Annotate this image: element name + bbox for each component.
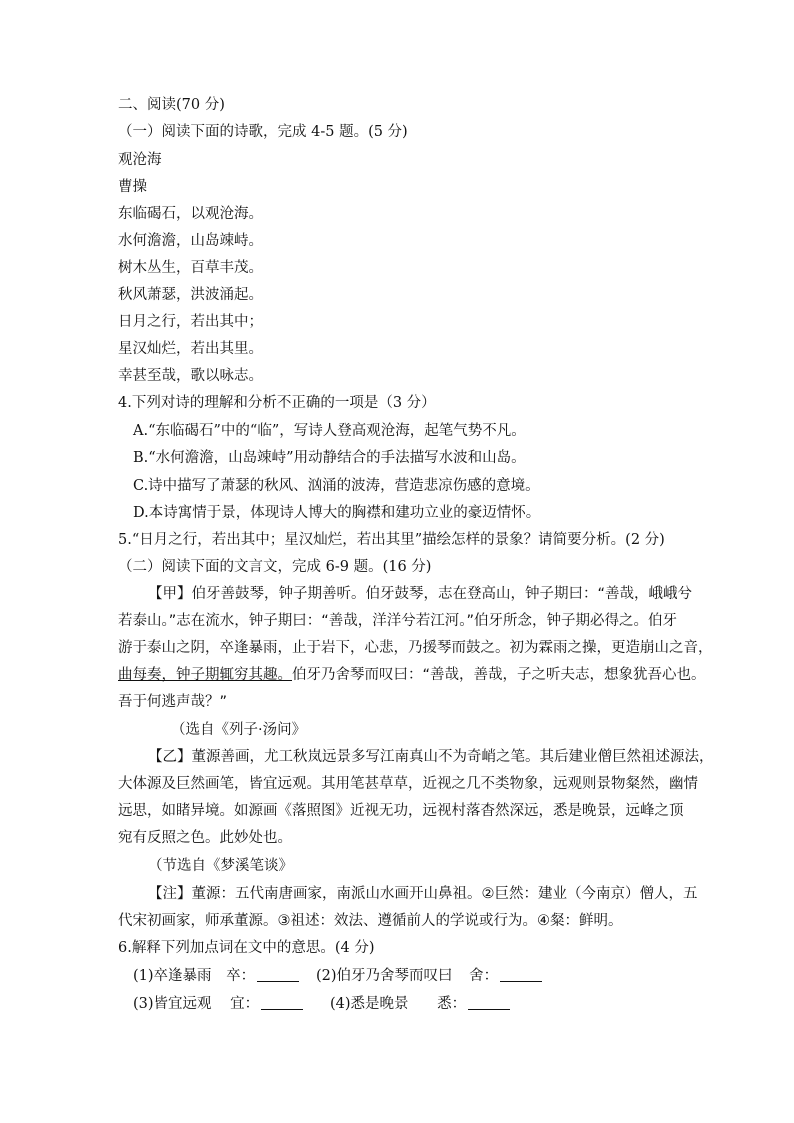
part2-instruction: （二）阅读下面的文言文，完成 6-9 题。(16 分)	[118, 559, 432, 575]
poem-line: 秋风萧瑟，洪波涌起。	[118, 287, 263, 303]
jia-line-4-rest: 伯牙乃舍琴而叹曰：“善哉，善哉，子之听夫志，想象犹吾心也。	[292, 667, 706, 683]
answer-blank[interactable]	[257, 967, 299, 982]
q6-item-word: 卒：	[226, 968, 256, 984]
yi-source: （节选自《梦溪笔谈》	[148, 858, 293, 874]
yi-line: 【乙】董源善画，尤工秋岚远景多写江南真山不为奇峭之笔。其后建业僧巨然祖述源法，	[148, 749, 714, 765]
poem-line: 幸甚至哉，歌以咏志。	[118, 368, 263, 384]
q5-stem: 5.“日月之行，若出其中；星汉灿烂，若出其里”描绘怎样的景象？请简要分析。(2 分)	[118, 532, 665, 548]
q4-option-c: C.诗中描写了萧瑟的秋风、汹涌的波涛，营造悲凉伤感的意境。	[133, 478, 540, 494]
jia-line: 吾于何逃声哉？”	[118, 694, 228, 710]
q4-option-d: D.本诗寓情于景，体现诗人博大的胸襟和建功立业的豪迈情怀。	[133, 505, 541, 521]
q6-item	[316, 966, 542, 986]
note-line: 【注】董源：五代南唐画家，南派山水画开山鼻祖。②巨然：建业（今南京）僧人，五	[148, 886, 698, 902]
poem-title: 观沧海	[118, 152, 162, 168]
underlined-sentence: 曲每奏，钟子期辄穷其趣。	[118, 667, 292, 683]
part1-instruction: （一）阅读下面的诗歌，完成 4-5 题。(5 分)	[118, 124, 408, 140]
answer-blank[interactable]	[468, 995, 510, 1010]
q6-item	[133, 966, 299, 986]
jia-line: 若泰山。”志在流水，钟子期曰：“善哉，洋洋兮若江河。”伯牙所念，钟子期必得之。伯牙	[118, 613, 678, 629]
yi-line: 宛有反照之色。此妙处也。	[118, 830, 292, 846]
q6-item-text: (3)皆宜远观	[133, 996, 212, 1012]
poem-line: 东临碣石，以观沧海。	[118, 206, 263, 222]
q6-item-text: (4)悉是晚景	[330, 996, 409, 1012]
q6-item	[330, 994, 510, 1014]
q6-item-word: 舍：	[469, 968, 499, 984]
jia-line-4	[118, 665, 706, 685]
q6-item	[133, 994, 303, 1014]
q6-item-text: (2)伯牙乃舍琴而叹曰	[316, 968, 453, 984]
q6-item-word: 宜：	[230, 996, 260, 1012]
note-line: 代宋初画家，师承董源。③祖述：效法、遵循前人的学说或行为。④粲：鲜明。	[118, 913, 623, 929]
poem-line: 水何澹澹，山岛竦峙。	[118, 233, 263, 249]
poem-line: 树木丛生，百草丰茂。	[118, 260, 263, 276]
poem-line: 日月之行，若出其中；	[118, 314, 263, 330]
poem-author: 曹操	[118, 179, 147, 195]
poem-line: 星汉灿烂，若出其里。	[118, 341, 263, 357]
section-title: 二、阅读(70 分)	[118, 97, 225, 113]
answer-blank[interactable]	[500, 967, 542, 982]
jia-source: （选自《列子·汤问》	[171, 722, 307, 738]
q6-stem: 6.解释下列加点词在文中的意思。(4 分)	[118, 940, 375, 956]
q4-option-b: B.“水何澹澹，山岛竦峙”用动静结合的手法描写水波和山岛。	[133, 450, 526, 466]
jia-line: 【甲】伯牙善鼓琴，钟子期善听。伯牙鼓琴，志在登高山，钟子期曰：“善哉，峨峨兮	[148, 586, 693, 602]
answer-blank[interactable]	[261, 995, 303, 1010]
yi-line: 远思，如睹异境。如源画《落照图》近视无功，远视村落杳然深远，悉是晚景，远峰之顶	[118, 803, 684, 819]
jia-line: 游于泰山之阴，卒逢暴雨，止于岩下，心悲，乃援琴而鼓之。初为霖雨之操，更造崩山之音，	[118, 640, 713, 656]
q4-stem: 4.下列对诗的理解和分析不正确的一项是（3 分）	[118, 395, 436, 411]
yi-line: 大体源及巨然画笔，皆宜远观。其用笔甚草草，近视之几不类物象，远观则景物粲然，幽情	[118, 776, 698, 792]
q6-item-word: 悉：	[437, 996, 467, 1012]
q4-option-a: A.“东临碣石”中的“临”，写诗人登高观沧海，起笔气势不凡。	[133, 423, 526, 439]
q6-item-text: (1)卒逢暴雨	[133, 968, 212, 984]
